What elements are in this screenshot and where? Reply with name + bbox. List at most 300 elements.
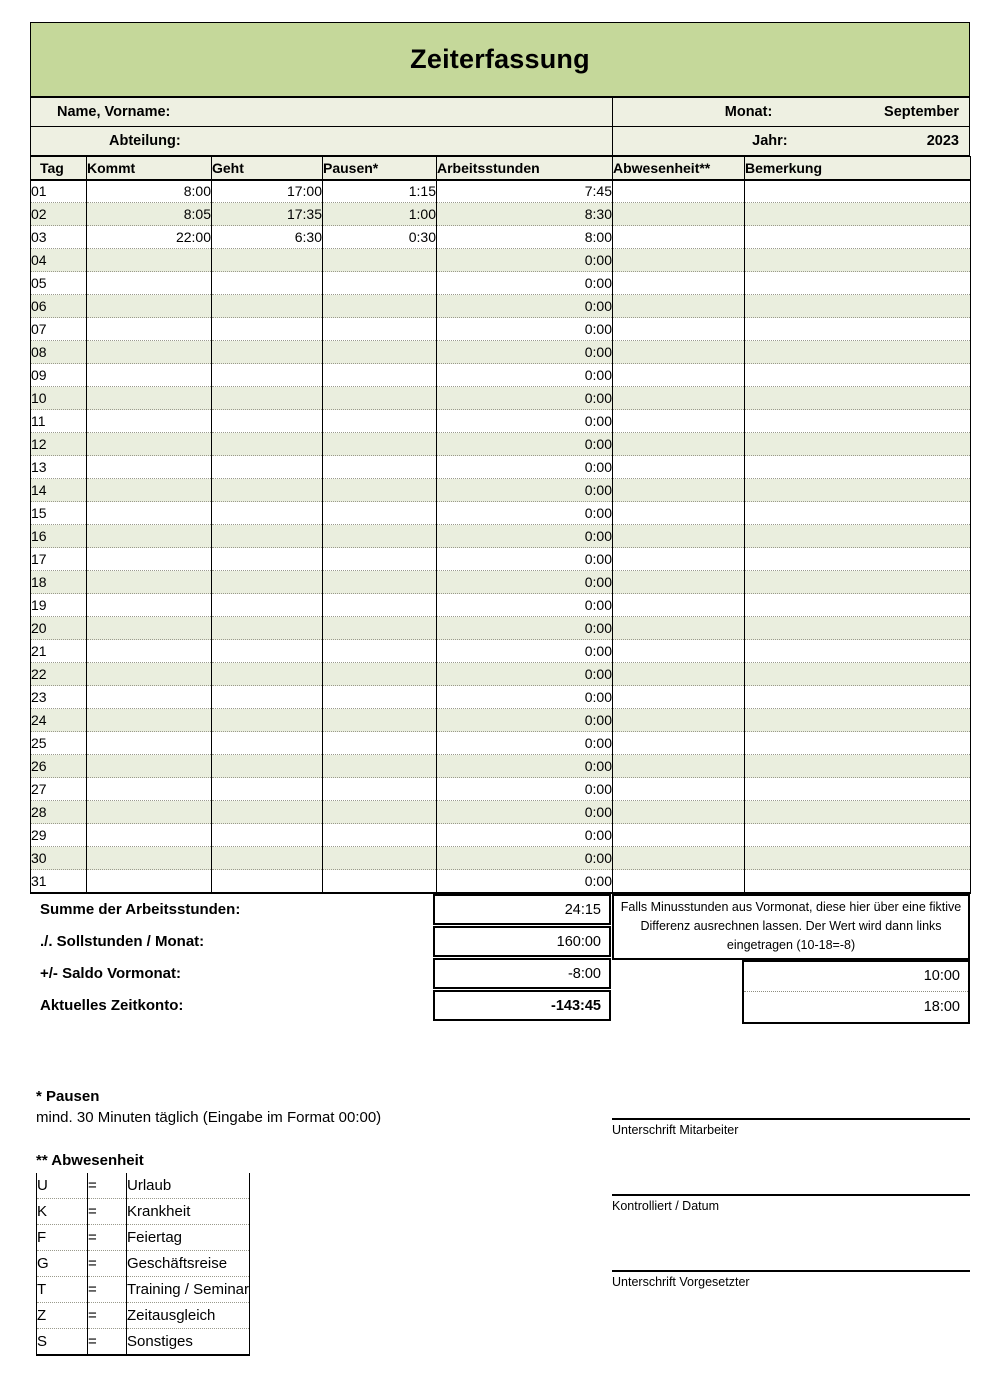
table-row bbox=[31, 548, 971, 571]
cell-tag: 13 bbox=[31, 456, 87, 479]
cell-geht[interactable] bbox=[212, 479, 323, 502]
cell-abwesenheit[interactable] bbox=[613, 640, 745, 663]
cell-bemerkung[interactable] bbox=[745, 203, 971, 226]
cell-arbeitsstunden: 0:00 bbox=[437, 617, 613, 640]
cell-pausen[interactable] bbox=[323, 709, 437, 732]
absence-meaning: Feiertag bbox=[127, 1225, 250, 1251]
cell-pausen[interactable] bbox=[323, 272, 437, 295]
cell-kommt[interactable] bbox=[87, 548, 212, 571]
cell-geht[interactable] bbox=[212, 709, 323, 732]
time-entry-table bbox=[30, 156, 971, 894]
cell-bemerkung[interactable] bbox=[745, 870, 971, 893]
cell-abwesenheit[interactable] bbox=[613, 249, 745, 272]
cell-abwesenheit[interactable] bbox=[613, 709, 745, 732]
cell-geht[interactable] bbox=[212, 778, 323, 801]
summary-row bbox=[30, 894, 612, 926]
cell-abwesenheit[interactable] bbox=[613, 571, 745, 594]
absence-meaning: Zeitausgleich bbox=[127, 1303, 250, 1329]
table-row bbox=[31, 226, 971, 249]
cell-tag: 30 bbox=[31, 847, 87, 870]
year-value[interactable]: 2023 bbox=[926, 133, 959, 149]
cell-geht[interactable] bbox=[212, 801, 323, 824]
cell-arbeitsstunden: 0:00 bbox=[437, 870, 613, 893]
cell-abwesenheit[interactable] bbox=[613, 617, 745, 640]
cell-arbeitsstunden: 0:00 bbox=[437, 594, 613, 617]
cell-abwesenheit[interactable] bbox=[613, 525, 745, 548]
cell-bemerkung[interactable] bbox=[745, 479, 971, 502]
cell-pausen[interactable] bbox=[323, 571, 437, 594]
cell-abwesenheit[interactable] bbox=[613, 364, 745, 387]
table-row bbox=[31, 870, 971, 893]
absence-meaning: Krankheit bbox=[127, 1199, 250, 1225]
cell-arbeitsstunden: 8:30 bbox=[437, 203, 613, 226]
cell-pausen[interactable] bbox=[323, 249, 437, 272]
absence-equals: = bbox=[88, 1199, 127, 1225]
summary-row bbox=[30, 958, 612, 990]
cell-geht[interactable] bbox=[212, 525, 323, 548]
cell-bemerkung[interactable] bbox=[745, 617, 971, 640]
column-header-abwesenheit: Abwesenheit** bbox=[613, 157, 745, 180]
cell-abwesenheit[interactable] bbox=[613, 824, 745, 847]
cell-bemerkung[interactable] bbox=[745, 548, 971, 571]
cell-kommt[interactable] bbox=[87, 594, 212, 617]
cell-bemerkung[interactable] bbox=[745, 226, 971, 249]
cell-geht[interactable]: 17:35 bbox=[212, 203, 323, 226]
cell-abwesenheit[interactable] bbox=[613, 295, 745, 318]
pausen-description: mind. 30 Minuten täglich (Eingabe im Format 00:00) bbox=[36, 1109, 382, 1126]
cell-bemerkung[interactable] bbox=[745, 663, 971, 686]
cell-bemerkung[interactable] bbox=[745, 732, 971, 755]
cell-tag: 15 bbox=[31, 502, 87, 525]
table-row bbox=[31, 433, 971, 456]
cell-tag: 25 bbox=[31, 732, 87, 755]
cell-geht[interactable] bbox=[212, 847, 323, 870]
cell-tag: 10 bbox=[31, 387, 87, 410]
cell-kommt[interactable]: 8:00 bbox=[87, 180, 212, 203]
cell-abwesenheit[interactable] bbox=[613, 203, 745, 226]
cell-kommt[interactable] bbox=[87, 824, 212, 847]
cell-pausen[interactable] bbox=[323, 548, 437, 571]
cell-bemerkung[interactable] bbox=[745, 801, 971, 824]
cell-kommt[interactable] bbox=[87, 249, 212, 272]
cell-geht[interactable] bbox=[212, 594, 323, 617]
summary-label: ./. Sollstunden / Monat: bbox=[40, 933, 205, 950]
cell-geht[interactable] bbox=[212, 433, 323, 456]
cell-bemerkung[interactable] bbox=[745, 755, 971, 778]
cell-tag: 26 bbox=[31, 755, 87, 778]
cell-kommt[interactable] bbox=[87, 364, 212, 387]
cell-kommt[interactable] bbox=[87, 709, 212, 732]
cell-geht[interactable] bbox=[212, 410, 323, 433]
cell-tag: 23 bbox=[31, 686, 87, 709]
month-label: Monat: bbox=[724, 104, 773, 120]
cell-abwesenheit[interactable] bbox=[613, 502, 745, 525]
cell-pausen[interactable]: 1:00 bbox=[323, 203, 437, 226]
signature-label: Unterschrift Vorgesetzter bbox=[612, 1275, 750, 1289]
cell-pausen[interactable] bbox=[323, 824, 437, 847]
table-row bbox=[31, 387, 971, 410]
summary-label: Summe der Arbeitsstunden: bbox=[40, 901, 241, 918]
cell-kommt[interactable]: 22:00 bbox=[87, 226, 212, 249]
cell-tag: 19 bbox=[31, 594, 87, 617]
table-row bbox=[31, 341, 971, 364]
cell-abwesenheit[interactable] bbox=[613, 318, 745, 341]
cell-geht[interactable] bbox=[212, 249, 323, 272]
cell-bemerkung[interactable] bbox=[745, 594, 971, 617]
cell-kommt[interactable] bbox=[87, 479, 212, 502]
cell-kommt[interactable] bbox=[87, 502, 212, 525]
cell-arbeitsstunden: 0:00 bbox=[437, 663, 613, 686]
cell-tag: 05 bbox=[31, 272, 87, 295]
cell-geht[interactable] bbox=[212, 617, 323, 640]
absence-code-row bbox=[37, 1329, 250, 1356]
absence-meaning: Urlaub bbox=[127, 1173, 250, 1199]
table-row bbox=[31, 755, 971, 778]
cell-pausen[interactable] bbox=[323, 295, 437, 318]
cell-bemerkung[interactable] bbox=[745, 502, 971, 525]
cell-kommt[interactable] bbox=[87, 640, 212, 663]
cell-tag: 03 bbox=[31, 226, 87, 249]
cell-bemerkung[interactable] bbox=[745, 318, 971, 341]
table-row bbox=[31, 502, 971, 525]
cell-bemerkung[interactable] bbox=[745, 180, 971, 203]
cell-bemerkung[interactable] bbox=[745, 686, 971, 709]
cell-kommt[interactable] bbox=[87, 663, 212, 686]
cell-abwesenheit[interactable] bbox=[613, 686, 745, 709]
cell-tag: 06 bbox=[31, 295, 87, 318]
cell-geht[interactable] bbox=[212, 824, 323, 847]
cell-abwesenheit[interactable] bbox=[613, 778, 745, 801]
cell-geht[interactable]: 6:30 bbox=[212, 226, 323, 249]
signature-section bbox=[612, 1118, 970, 1346]
cell-pausen[interactable] bbox=[323, 732, 437, 755]
cell-geht[interactable] bbox=[212, 732, 323, 755]
table-header bbox=[31, 157, 971, 180]
cell-bemerkung[interactable] bbox=[745, 640, 971, 663]
cell-bemerkung[interactable] bbox=[745, 709, 971, 732]
absence-code-row bbox=[37, 1251, 250, 1277]
table-row bbox=[31, 364, 971, 387]
cell-arbeitsstunden: 0:00 bbox=[437, 433, 613, 456]
cell-abwesenheit[interactable] bbox=[613, 801, 745, 824]
cell-arbeitsstunden: 0:00 bbox=[437, 295, 613, 318]
cell-abwesenheit[interactable] bbox=[613, 272, 745, 295]
cell-kommt[interactable] bbox=[87, 732, 212, 755]
cell-geht[interactable] bbox=[212, 663, 323, 686]
cell-kommt[interactable]: 8:05 bbox=[87, 203, 212, 226]
summary-value[interactable]: 24:15 bbox=[433, 894, 611, 925]
cell-arbeitsstunden: 0:00 bbox=[437, 824, 613, 847]
cell-kommt[interactable] bbox=[87, 456, 212, 479]
cell-tag: 07 bbox=[31, 318, 87, 341]
cell-bemerkung[interactable] bbox=[745, 778, 971, 801]
table-row bbox=[31, 594, 971, 617]
cell-kommt[interactable] bbox=[87, 778, 212, 801]
cell-pausen[interactable] bbox=[323, 387, 437, 410]
department-field-label[interactable]: Abteilung: bbox=[31, 127, 613, 155]
month-field[interactable] bbox=[613, 98, 969, 126]
cell-kommt[interactable] bbox=[87, 341, 212, 364]
column-header-kommt: Kommt bbox=[87, 157, 212, 180]
abwesenheit-title: ** Abwesenheit bbox=[36, 1152, 144, 1169]
cell-bemerkung[interactable] bbox=[745, 364, 971, 387]
cell-arbeitsstunden: 0:00 bbox=[437, 456, 613, 479]
cell-geht[interactable] bbox=[212, 640, 323, 663]
cell-kommt[interactable] bbox=[87, 686, 212, 709]
cell-pausen[interactable] bbox=[323, 870, 437, 893]
cell-pausen[interactable] bbox=[323, 594, 437, 617]
cell-tag: 28 bbox=[31, 801, 87, 824]
cell-bemerkung[interactable] bbox=[745, 341, 971, 364]
cell-bemerkung[interactable] bbox=[745, 525, 971, 548]
cell-abwesenheit[interactable] bbox=[613, 870, 745, 893]
cell-geht[interactable] bbox=[212, 341, 323, 364]
cell-abwesenheit[interactable] bbox=[613, 755, 745, 778]
summary-block bbox=[30, 894, 970, 1024]
helper-value-end[interactable]: 18:00 bbox=[923, 998, 960, 1015]
cell-arbeitsstunden: 0:00 bbox=[437, 249, 613, 272]
cell-bemerkung[interactable] bbox=[745, 824, 971, 847]
summary-row bbox=[30, 990, 612, 1022]
cell-geht[interactable] bbox=[212, 456, 323, 479]
cell-abwesenheit[interactable] bbox=[613, 387, 745, 410]
cell-pausen[interactable] bbox=[323, 318, 437, 341]
summary-row bbox=[30, 926, 612, 958]
cell-geht[interactable] bbox=[212, 548, 323, 571]
month-value[interactable]: September bbox=[884, 104, 959, 120]
absence-code-row bbox=[37, 1277, 250, 1303]
cell-geht[interactable] bbox=[212, 272, 323, 295]
table-row bbox=[31, 180, 971, 203]
cell-arbeitsstunden: 7:45 bbox=[437, 180, 613, 203]
cell-kommt[interactable] bbox=[87, 755, 212, 778]
year-label: Jahr: bbox=[752, 133, 788, 149]
cell-abwesenheit[interactable] bbox=[613, 548, 745, 571]
signature-label: Kontrolliert / Datum bbox=[612, 1199, 719, 1213]
legend-section bbox=[36, 1088, 556, 1356]
summary-label: +/- Saldo Vormonat: bbox=[40, 965, 181, 982]
cell-geht[interactable] bbox=[212, 295, 323, 318]
table-row bbox=[31, 801, 971, 824]
cell-pausen[interactable] bbox=[323, 364, 437, 387]
cell-tag: 27 bbox=[31, 778, 87, 801]
cell-pausen[interactable] bbox=[323, 663, 437, 686]
cell-arbeitsstunden: 0:00 bbox=[437, 548, 613, 571]
cell-tag: 14 bbox=[31, 479, 87, 502]
cell-pausen[interactable] bbox=[323, 456, 437, 479]
cell-tag: 11 bbox=[31, 410, 87, 433]
cell-tag: 20 bbox=[31, 617, 87, 640]
absence-equals: = bbox=[88, 1303, 127, 1329]
table-row bbox=[31, 663, 971, 686]
cell-bemerkung[interactable] bbox=[745, 410, 971, 433]
cell-tag: 22 bbox=[31, 663, 87, 686]
cell-pausen[interactable] bbox=[323, 479, 437, 502]
cell-tag: 31 bbox=[31, 870, 87, 893]
absence-meaning: Sonstiges bbox=[127, 1329, 250, 1356]
absence-code-body bbox=[37, 1173, 250, 1355]
cell-kommt[interactable] bbox=[87, 870, 212, 893]
cell-abwesenheit[interactable] bbox=[613, 410, 745, 433]
cell-bemerkung[interactable] bbox=[745, 571, 971, 594]
cell-arbeitsstunden: 0:00 bbox=[437, 410, 613, 433]
cell-kommt[interactable] bbox=[87, 801, 212, 824]
cell-kommt[interactable] bbox=[87, 318, 212, 341]
cell-arbeitsstunden: 0:00 bbox=[437, 847, 613, 870]
cell-pausen[interactable] bbox=[323, 341, 437, 364]
cell-pausen[interactable] bbox=[323, 755, 437, 778]
cell-geht[interactable] bbox=[212, 755, 323, 778]
cell-bemerkung[interactable] bbox=[745, 847, 971, 870]
cell-kommt[interactable] bbox=[87, 410, 212, 433]
cell-bemerkung[interactable] bbox=[745, 249, 971, 272]
cell-kommt[interactable] bbox=[87, 617, 212, 640]
absence-code: F bbox=[37, 1225, 88, 1251]
cell-abwesenheit[interactable] bbox=[613, 180, 745, 203]
cell-bemerkung[interactable] bbox=[745, 387, 971, 410]
absence-code: G bbox=[37, 1251, 88, 1277]
summary-value[interactable]: -8:00 bbox=[433, 958, 611, 989]
minus-hours-note: Falls Minusstunden aus Vormonat, diese hier über eine fiktive Differenz ausrechnen lassen. Der Wert wird dann links eingetragen (10-18=-8) bbox=[612, 894, 970, 960]
cell-tag: 16 bbox=[31, 525, 87, 548]
absence-code-row bbox=[37, 1199, 250, 1225]
cell-arbeitsstunden: 0:00 bbox=[437, 341, 613, 364]
signature-block bbox=[612, 1118, 970, 1194]
cell-tag: 08 bbox=[31, 341, 87, 364]
absence-equals: = bbox=[88, 1277, 127, 1303]
cell-arbeitsstunden: 0:00 bbox=[437, 686, 613, 709]
cell-abwesenheit[interactable] bbox=[613, 341, 745, 364]
cell-geht[interactable] bbox=[212, 387, 323, 410]
cell-abwesenheit[interactable] bbox=[613, 663, 745, 686]
column-header-bemerkung: Bemerkung bbox=[745, 157, 971, 180]
cell-pausen[interactable] bbox=[323, 847, 437, 870]
table-row bbox=[31, 709, 971, 732]
cell-abwesenheit[interactable] bbox=[613, 732, 745, 755]
cell-pausen[interactable]: 1:15 bbox=[323, 180, 437, 203]
column-header-tag: Tag bbox=[31, 157, 87, 180]
cell-geht[interactable] bbox=[212, 318, 323, 341]
cell-pausen[interactable] bbox=[323, 502, 437, 525]
cell-pausen[interactable] bbox=[323, 410, 437, 433]
absence-code: S bbox=[37, 1329, 88, 1356]
absence-equals: = bbox=[88, 1225, 127, 1251]
cell-kommt[interactable] bbox=[87, 295, 212, 318]
cell-kommt[interactable] bbox=[87, 387, 212, 410]
cell-tag: 01 bbox=[31, 180, 87, 203]
cell-bemerkung[interactable] bbox=[745, 295, 971, 318]
cell-pausen[interactable] bbox=[323, 686, 437, 709]
cell-pausen[interactable] bbox=[323, 801, 437, 824]
cell-geht[interactable] bbox=[212, 364, 323, 387]
cell-geht[interactable]: 17:00 bbox=[212, 180, 323, 203]
cell-kommt[interactable] bbox=[87, 433, 212, 456]
cell-tag: 04 bbox=[31, 249, 87, 272]
cell-pausen[interactable] bbox=[323, 525, 437, 548]
cell-geht[interactable] bbox=[212, 870, 323, 893]
cell-tag: 02 bbox=[31, 203, 87, 226]
cell-tag: 17 bbox=[31, 548, 87, 571]
cell-pausen[interactable] bbox=[323, 617, 437, 640]
column-header-arbeitsstunden: Arbeitsstunden bbox=[437, 157, 613, 180]
cell-geht[interactable] bbox=[212, 571, 323, 594]
table-row bbox=[31, 571, 971, 594]
cell-tag: 29 bbox=[31, 824, 87, 847]
table-row bbox=[31, 525, 971, 548]
cell-tag: 12 bbox=[31, 433, 87, 456]
summary-value[interactable]: 160:00 bbox=[433, 926, 611, 957]
table-row bbox=[31, 617, 971, 640]
cell-bemerkung[interactable] bbox=[745, 456, 971, 479]
cell-arbeitsstunden: 0:00 bbox=[437, 387, 613, 410]
helper-value-start[interactable]: 10:00 bbox=[744, 962, 968, 992]
cell-abwesenheit[interactable] bbox=[613, 479, 745, 502]
cell-arbeitsstunden: 0:00 bbox=[437, 732, 613, 755]
cell-abwesenheit[interactable] bbox=[613, 594, 745, 617]
absence-code-row bbox=[37, 1173, 250, 1199]
absence-code: Z bbox=[37, 1303, 88, 1329]
cell-kommt[interactable] bbox=[87, 525, 212, 548]
cell-abwesenheit[interactable] bbox=[613, 847, 745, 870]
absence-meaning: Geschäftsreise bbox=[127, 1251, 250, 1277]
cell-bemerkung[interactable] bbox=[745, 433, 971, 456]
page-title: Zeiterfassung bbox=[410, 44, 590, 74]
column-header-pausen: Pausen* bbox=[323, 157, 437, 180]
absence-code-row bbox=[37, 1303, 250, 1329]
cell-kommt[interactable] bbox=[87, 272, 212, 295]
cell-geht[interactable] bbox=[212, 502, 323, 525]
summary-label: Aktuelles Zeitkonto: bbox=[40, 997, 184, 1014]
summary-value[interactable]: -143:45 bbox=[433, 990, 611, 1021]
cell-tag: 24 bbox=[31, 709, 87, 732]
cell-pausen[interactable] bbox=[323, 778, 437, 801]
signature-block bbox=[612, 1194, 970, 1270]
table-row bbox=[31, 249, 971, 272]
signature-block bbox=[612, 1270, 970, 1346]
table-row bbox=[31, 686, 971, 709]
cell-arbeitsstunden: 0:00 bbox=[437, 571, 613, 594]
table-body bbox=[31, 180, 971, 893]
absence-code-row bbox=[37, 1225, 250, 1251]
cell-arbeitsstunden: 0:00 bbox=[437, 755, 613, 778]
table-row bbox=[31, 732, 971, 755]
cell-abwesenheit[interactable] bbox=[613, 433, 745, 456]
cell-arbeitsstunden: 0:00 bbox=[437, 318, 613, 341]
table-row bbox=[31, 272, 971, 295]
cell-pausen[interactable]: 0:30 bbox=[323, 226, 437, 249]
cell-abwesenheit[interactable] bbox=[613, 456, 745, 479]
cell-geht[interactable] bbox=[212, 686, 323, 709]
table-row bbox=[31, 456, 971, 479]
cell-pausen[interactable] bbox=[323, 433, 437, 456]
absence-code: U bbox=[37, 1173, 88, 1199]
table-row bbox=[31, 847, 971, 870]
cell-arbeitsstunden: 0:00 bbox=[437, 272, 613, 295]
name-field-label[interactable]: Name, Vorname: bbox=[31, 98, 613, 126]
pausen-title: * Pausen bbox=[36, 1088, 100, 1105]
cell-arbeitsstunden: 0:00 bbox=[437, 801, 613, 824]
cell-kommt[interactable] bbox=[87, 847, 212, 870]
cell-kommt[interactable] bbox=[87, 571, 212, 594]
cell-arbeitsstunden: 0:00 bbox=[437, 502, 613, 525]
cell-arbeitsstunden: 0:00 bbox=[437, 364, 613, 387]
cell-bemerkung[interactable] bbox=[745, 272, 971, 295]
year-field[interactable] bbox=[613, 127, 969, 155]
cell-arbeitsstunden: 0:00 bbox=[437, 778, 613, 801]
helper-calc-box bbox=[742, 960, 970, 1024]
cell-abwesenheit[interactable] bbox=[613, 226, 745, 249]
cell-pausen[interactable] bbox=[323, 640, 437, 663]
